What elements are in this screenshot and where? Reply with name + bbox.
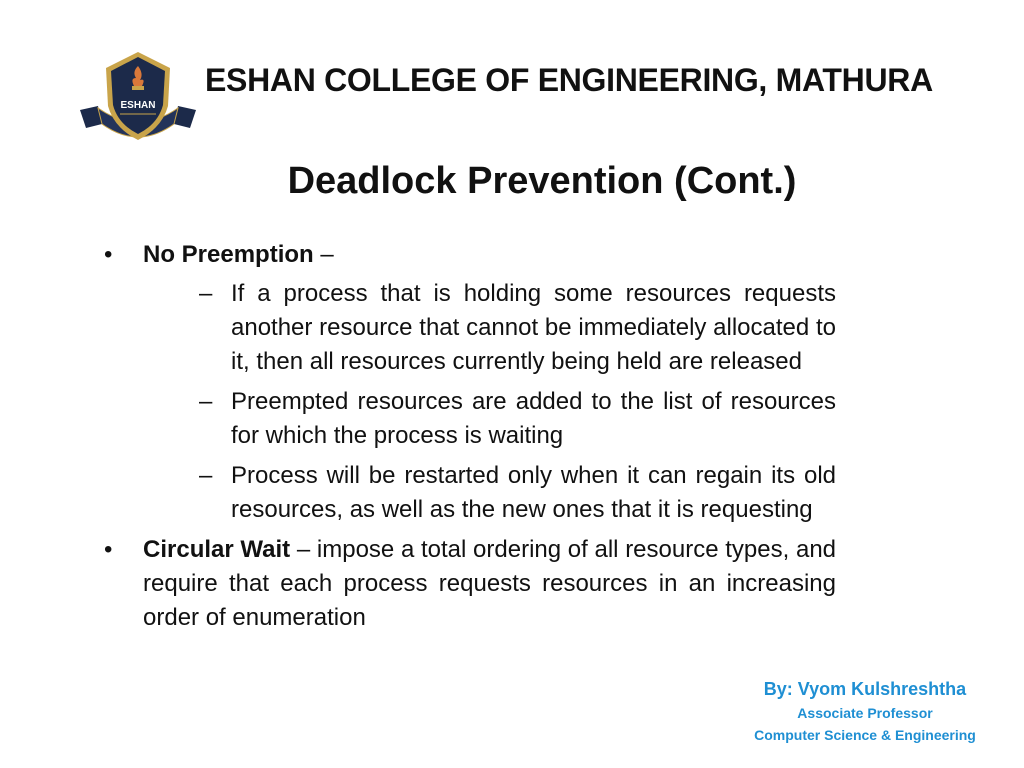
college-crest-icon <box>76 48 200 148</box>
bullet-circular-wait <box>100 533 836 635</box>
sub-bullet-text: Process will be restarted only when it can regain its old resources, as well as the new ones that it is requesting <box>231 462 836 523</box>
sub-bullet <box>143 385 836 453</box>
bullet-marker: • <box>104 241 113 268</box>
bullet-separator: – <box>290 536 317 563</box>
sub-bullet <box>143 459 836 527</box>
college-logo <box>76 48 200 148</box>
sub-bullet-marker: – <box>199 388 213 415</box>
author-name: By: Vyom Kulshreshtha <box>763 679 967 699</box>
slide-content <box>100 238 836 640</box>
sub-bullet-text: Preempted resources are added to the list of resources for which the process is waiting <box>231 388 836 449</box>
author-designation: Associate Professor <box>797 705 933 721</box>
college-name: ESHAN COLLEGE OF ENGINEERING, MATHURA <box>205 62 933 98</box>
author-department: Computer Science & Engineering <box>754 727 976 743</box>
sub-bullet-marker: – <box>199 462 213 489</box>
sub-bullet <box>143 277 836 379</box>
bullet-label: Circular Wait <box>143 536 291 563</box>
bullet-label: No Preemption <box>143 241 314 268</box>
bullet-marker: • <box>104 536 113 563</box>
sub-bullet-marker: – <box>199 280 213 307</box>
bullet-no-preemption <box>100 238 836 527</box>
sub-bullet-list <box>143 277 836 527</box>
svg-text:ESHAN: ESHAN <box>120 100 156 111</box>
slide-title: Deadlock Prevention (Cont.) <box>287 160 797 202</box>
bullet-separator: – <box>313 241 334 268</box>
bullet-text: impose a total ordering of all resource types, and require that each process requests resources in an increasing order of enumeration <box>143 536 837 631</box>
author-block <box>740 676 990 746</box>
sub-bullet-text: If a process that is holding some resources requests another resource that cannot be immediately allocated to it, then all resources currently being held are released <box>231 280 836 375</box>
